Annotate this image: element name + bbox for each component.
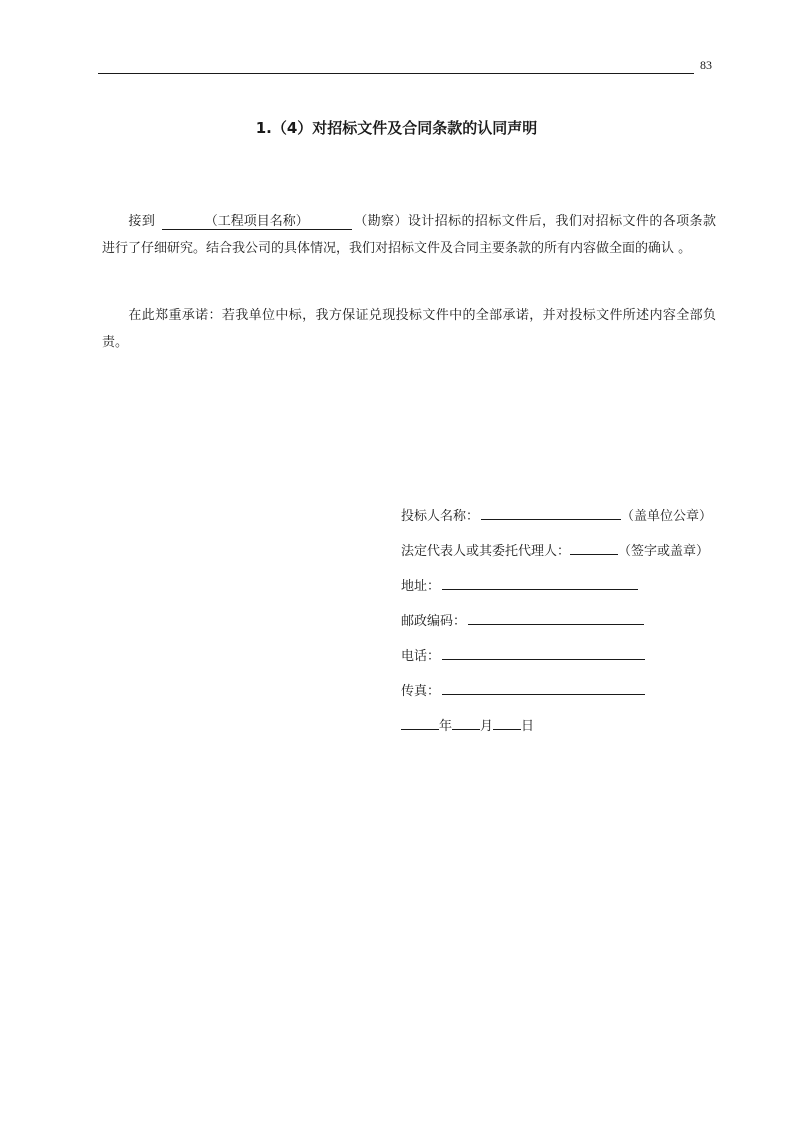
address-field[interactable] (442, 575, 638, 590)
representative-field[interactable] (570, 540, 618, 555)
document-title: 1.（4）对招标文件及合同条款的认同声明 (255, 119, 538, 137)
bidder-note: （盖单位公章） (621, 509, 713, 524)
project-name-blank[interactable]: （工程项目名称） (162, 214, 352, 230)
header-rule (98, 73, 694, 74)
page-number: 83 (700, 58, 712, 72)
date-row (401, 715, 741, 750)
address-label: 地址： (401, 579, 441, 594)
paragraph-acknowledgement (102, 208, 716, 262)
telephone-label: 电话： (401, 649, 441, 664)
fax-row (401, 680, 741, 715)
bidder-name-field[interactable] (481, 505, 621, 520)
address-row (401, 575, 741, 610)
paragraph1-prefix: 接到 (128, 214, 156, 229)
paragraph-commitment (102, 302, 716, 356)
day-label: 日 (521, 719, 535, 734)
day-field[interactable] (493, 715, 521, 730)
year-field[interactable] (401, 715, 439, 730)
bidder-row (401, 505, 741, 540)
zip-label: 邮政编码： (401, 614, 467, 629)
telephone-row (401, 645, 741, 680)
representative-label: 法定代表人或其委托代理人： (401, 544, 571, 559)
paragraph1-rest: （勘察）设计招标的招标文件后，我们对招标文件的各项条款进行了仔细研究。结合我公司的具体情况，我们对招标文件及合同主要条款的所有内容做全面的确认 。 (102, 214, 716, 256)
telephone-field[interactable] (442, 645, 645, 660)
zip-row (401, 610, 741, 645)
representative-note: （签字或盖章） (618, 544, 710, 559)
paragraph2-text: 在此郑重承诺：若我单位中标，我方保证兑现投标文件中的全部承诺，并对投标文件所述内容全部负责。 (102, 308, 716, 350)
representative-row (401, 540, 741, 575)
year-label: 年 (439, 719, 453, 734)
bidder-label: 投标人名称： (401, 509, 480, 524)
month-field[interactable] (452, 715, 480, 730)
fax-field[interactable] (442, 680, 645, 695)
zip-field[interactable] (468, 610, 644, 625)
month-label: 月 (480, 719, 494, 734)
signature-block (401, 505, 741, 750)
fax-label: 传真： (401, 684, 441, 699)
